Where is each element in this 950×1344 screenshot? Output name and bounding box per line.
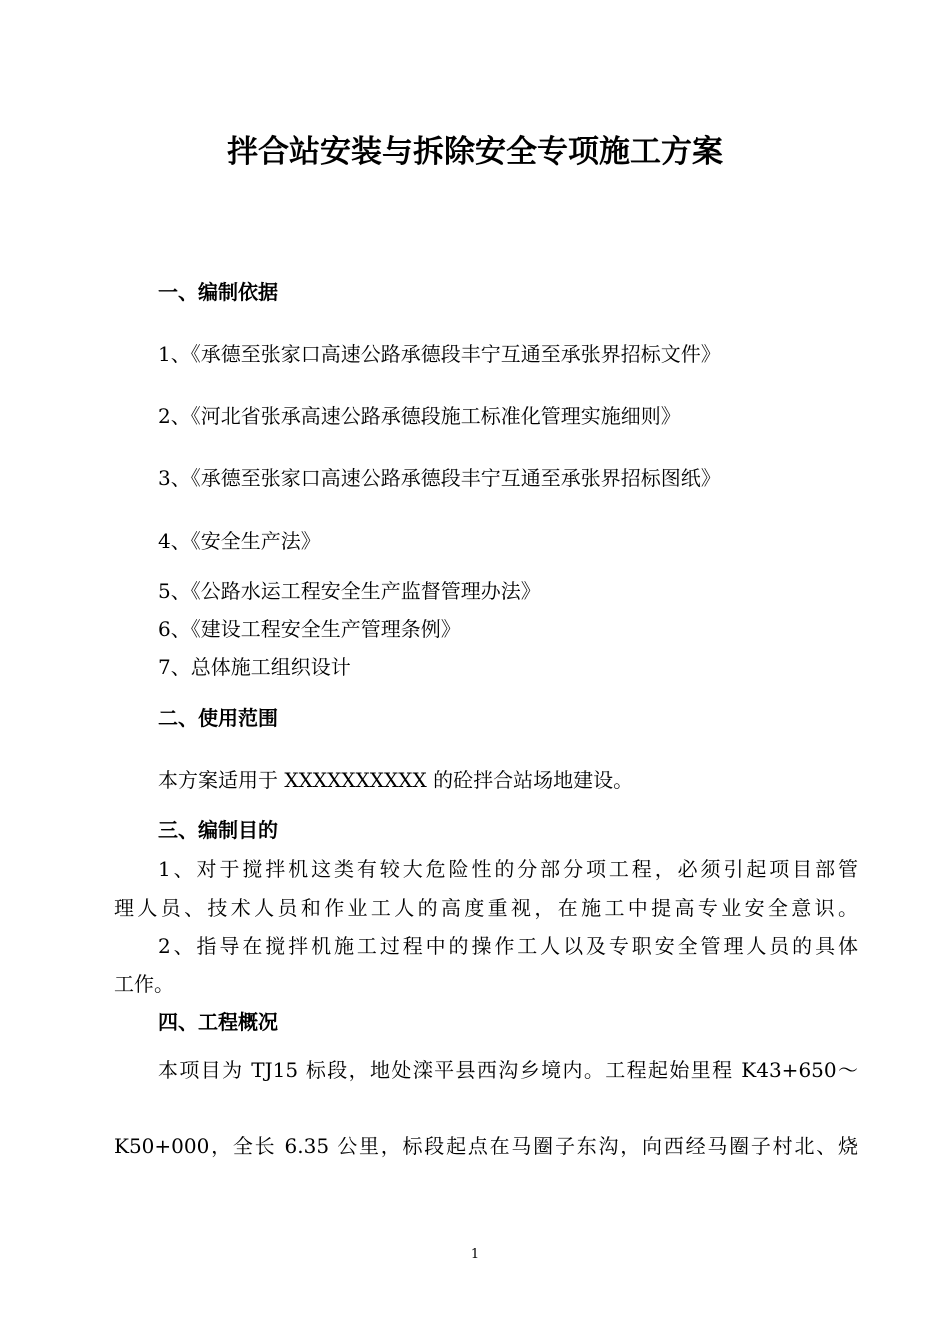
section-heading-overview: 四、工程概况 — [158, 1010, 278, 1034]
purpose-paragraph-2-line-2: 工作。 — [114, 972, 174, 996]
basis-item-2: 2、《河北省张承高速公路承德段施工标准化管理实施细则》 — [158, 404, 681, 428]
scope-text: 本方案适用于 XXXXXXXXXX 的砼拌合站场地建设。 — [158, 768, 634, 792]
overview-line-2: K50+000，全长 6.35 公里，标段起点在马圈子东沟，向西经马圈子村北、烧 — [114, 1134, 858, 1158]
overview-line-1: 本项目为 TJ15 标段，地处滦平县西沟乡境内。工程起始里程 K43+650～ — [158, 1058, 858, 1082]
basis-item-6: 6、《建设工程安全生产管理条例》 — [158, 617, 461, 641]
basis-item-7: 7、总体施工组织设计 — [158, 655, 351, 679]
purpose-paragraph-2-line-1: 2、指导在搅拌机施工过程中的操作工人以及专职安全管理人员的具体 — [158, 934, 858, 958]
basis-item-5: 5、《公路水运工程安全生产监督管理办法》 — [158, 579, 541, 603]
purpose-paragraph-1-line-1: 1、对于搅拌机这类有较大危险性的分部分项工程，必须引起项目部管 — [158, 857, 858, 881]
purpose-paragraph-1-line-2: 理人员、技术人员和作业工人的高度重视，在施工中提高专业安全意识。 — [114, 896, 858, 920]
page-number: 1 — [470, 1247, 480, 1262]
basis-item-1: 1、《承德至张家口高速公路承德段丰宁互通至承张界招标文件》 — [158, 342, 721, 366]
document-title: 拌合站安装与拆除安全专项施工方案 — [227, 134, 723, 170]
basis-item-3: 3、《承德至张家口高速公路承德段丰宁互通至承张界招标图纸》 — [158, 466, 721, 490]
basis-item-4: 4、《安全生产法》 — [158, 529, 321, 553]
section-heading-scope: 二、使用范围 — [158, 706, 278, 730]
section-heading-purpose: 三、编制目的 — [158, 818, 278, 842]
section-heading-basis: 一、编制依据 — [158, 280, 278, 304]
